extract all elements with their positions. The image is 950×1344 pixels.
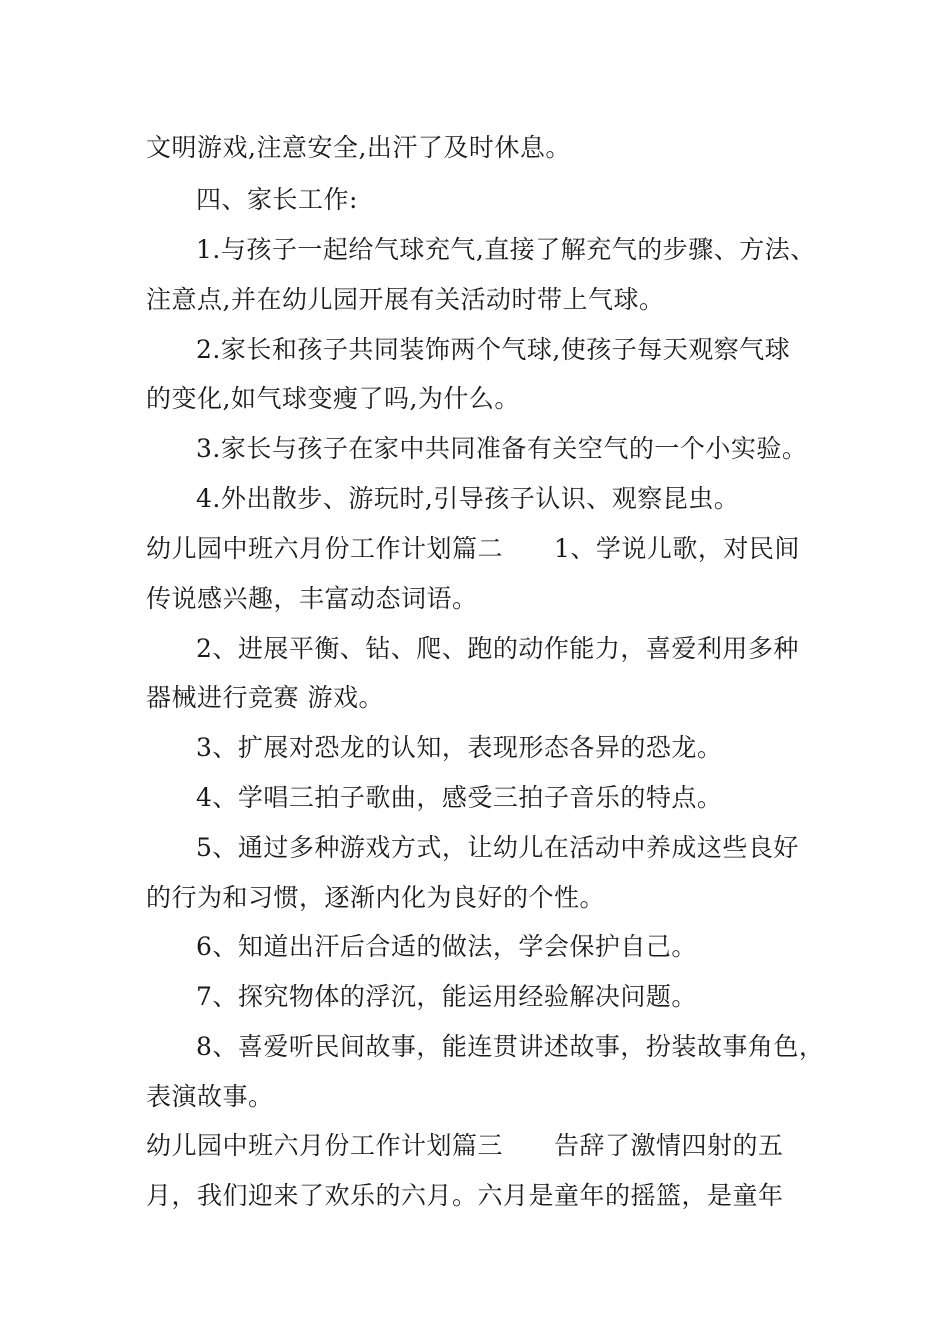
text-line: 3.家长与孩子在家中共同准备有关空气的一个小实验。 — [196, 434, 808, 463]
text-line: 的行为和习惯，逐渐内化为良好的个性。 — [146, 883, 606, 912]
text-line: 6、知道出汗后合适的做法，学会保护自己。 — [196, 932, 697, 961]
text-line: 2、进展平衡、钻、爬、跑的动作能力，喜爱利用多种 — [196, 634, 799, 663]
text-line: 传说感兴趣，丰富动态词语。 — [146, 584, 478, 613]
text-line: 8、喜爱听民间故事，能连贯讲述故事，扮装故事角色， — [196, 1032, 825, 1061]
text-line: 7、探究物体的浮沉，能运用经验解决问题。 — [196, 982, 697, 1011]
text-line: 表演故事。 — [146, 1082, 274, 1111]
section-heading: 四、家长工作: — [196, 185, 358, 214]
text-line: 文明游戏,注意安全,出汗了及时休息。 — [146, 133, 571, 162]
text-line: 4、学唱三拍子歌曲，感受三拍子音乐的特点。 — [196, 783, 723, 812]
text-line: 1.与孩子一起给气球充气,直接了解充气的步骤、方法、 — [196, 235, 816, 264]
text-line: 2.家长和孩子共同装饰两个气球,使孩子每天观察气球 — [196, 335, 791, 364]
text-line: 注意点,并在幼儿园开展有关活动时带上气球。 — [146, 285, 665, 314]
text-line: 月，我们迎来了欢乐的六月。六月是童年的摇篮，是童年 — [146, 1181, 784, 1210]
text-line: 器械进行竞赛 游戏。 — [146, 683, 384, 712]
section-title-line: 幼儿园中班六月份工作计划篇三 告辞了激情四射的五 — [146, 1131, 784, 1160]
text-line: 的变化,如气球变瘦了吗,为什么。 — [146, 384, 520, 413]
text-line: 3、扩展对恐龙的认知，表现形态各异的恐龙。 — [196, 733, 723, 762]
section-title-line: 幼儿园中班六月份工作计划篇二 1、学说儿歌，对民间 — [146, 534, 800, 563]
text-line: 4.外出散步、游玩时,引导孩子认识、观察昆虫。 — [196, 484, 740, 513]
text-line: 5、通过多种游戏方式，让幼儿在活动中养成这些良好 — [196, 833, 799, 862]
